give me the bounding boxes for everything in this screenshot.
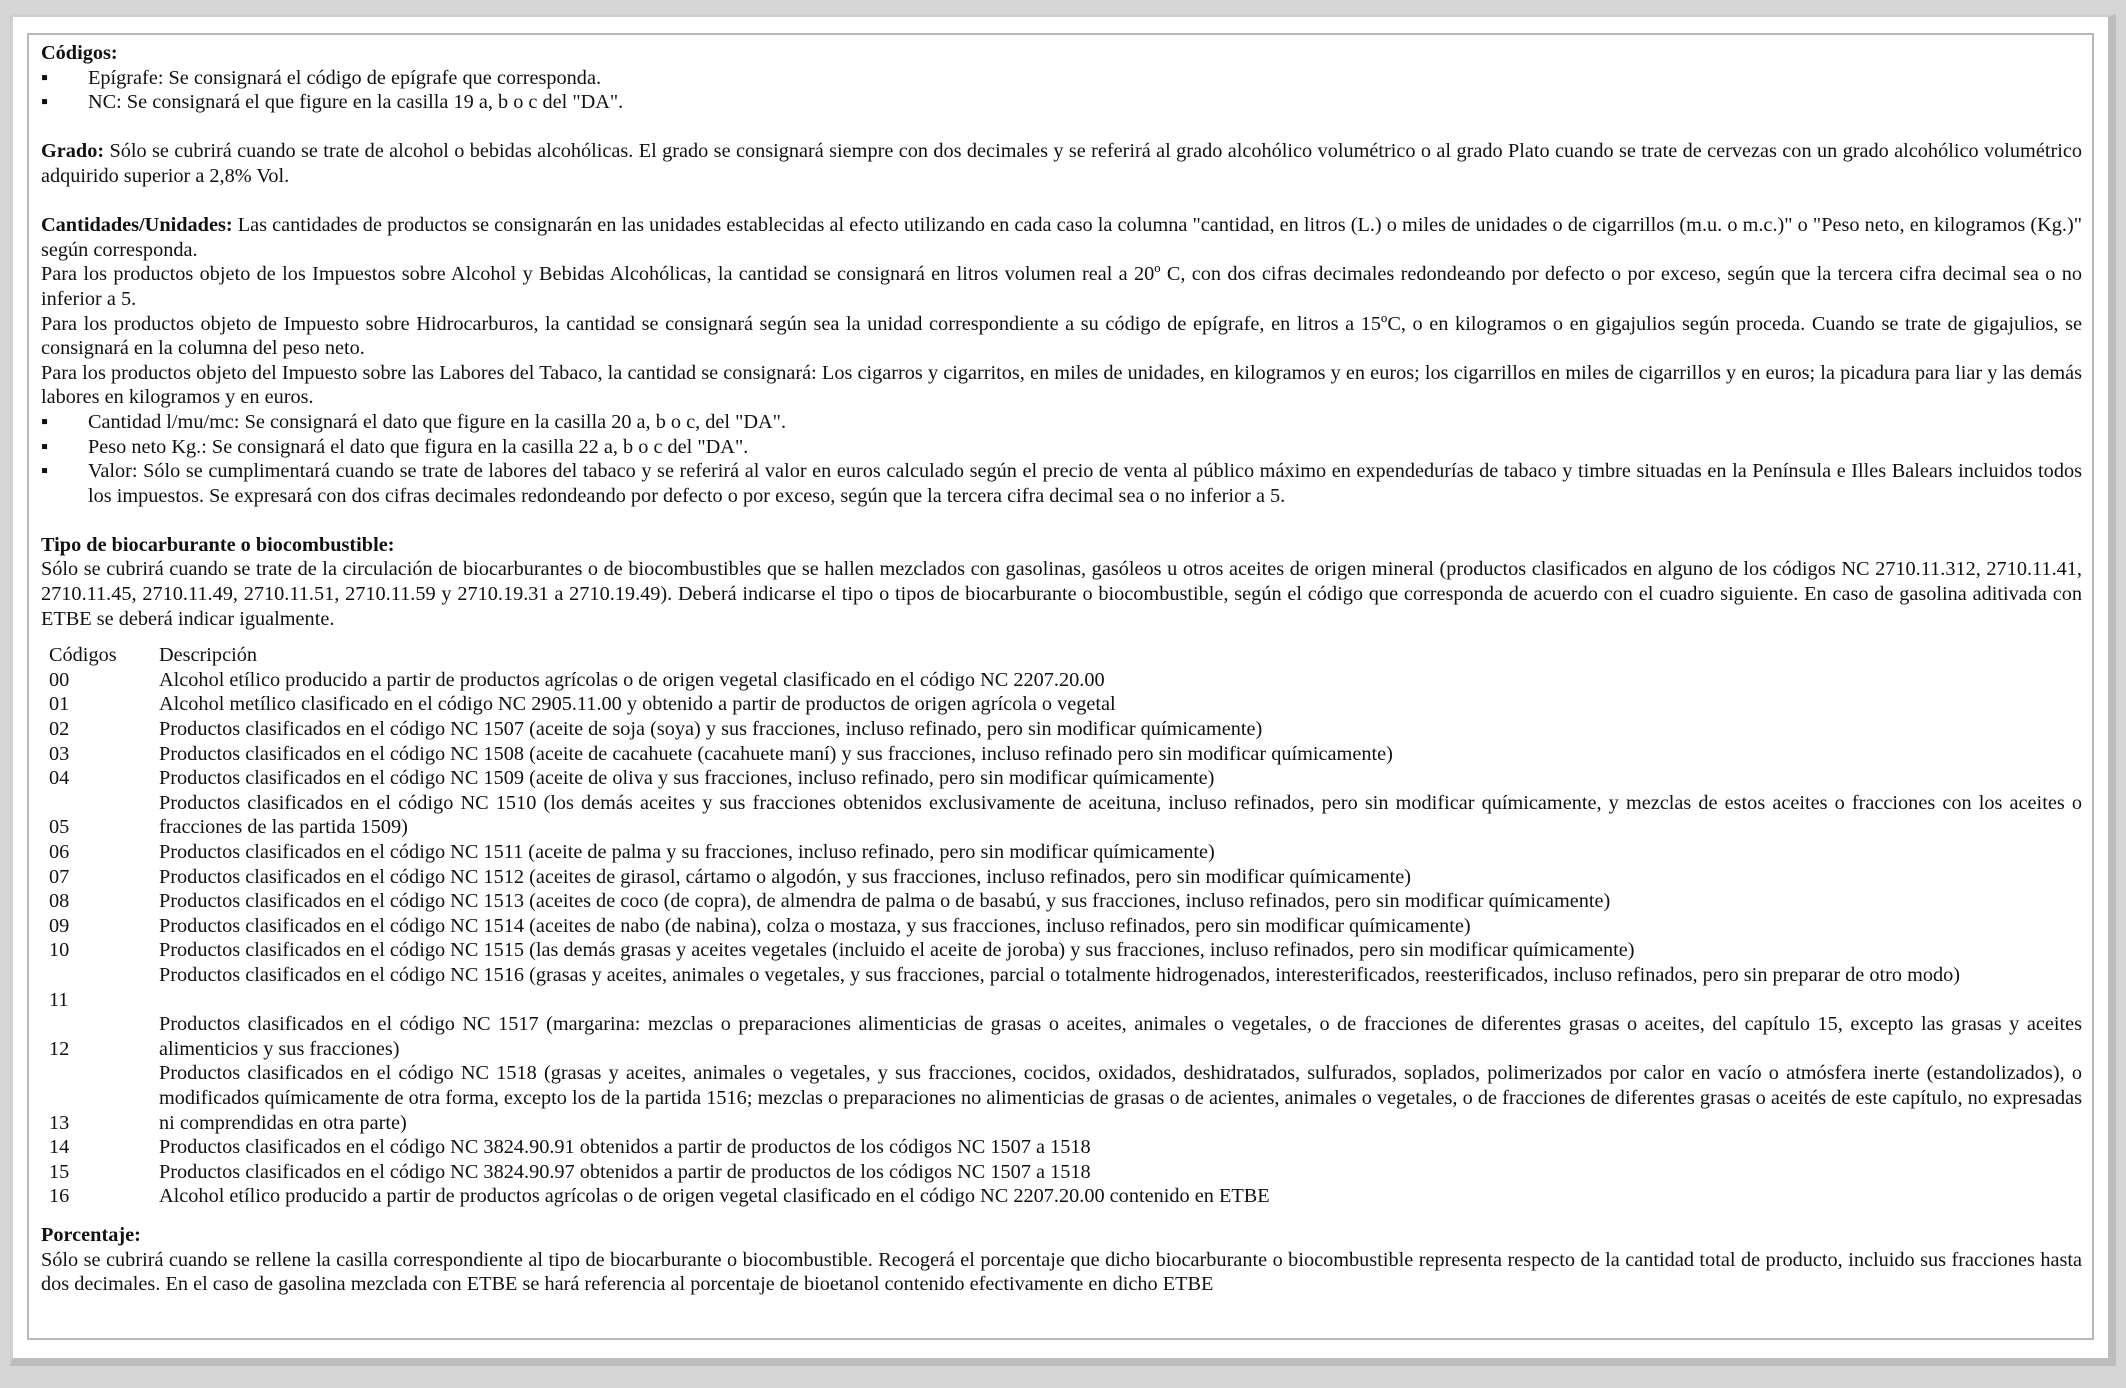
paragraph: Para los productos objeto del Impuesto sobre las Labores del Tabaco, la cantidad se consignará: Los cigarros y cigarritos, en miles de unidades, en kilogramos y en euros; los cigarrillos en miles de cigarrillos y en euros; la picadura para liar y las demás labores en kilogramos y en euros. (41, 361, 2082, 409)
row-code: 00 (49, 668, 70, 691)
row-code: 09 (49, 914, 70, 937)
section-heading: Cantidades/Unidades: (41, 214, 233, 237)
section-cantidades (41, 213, 2082, 508)
row-code: 08 (49, 890, 70, 913)
table-row (41, 914, 2082, 939)
row-description: Productos clasificados en el código NC 1507 (aceite de soja (soya) y sus fracciones, incluso refinado, pero sin modificar químicamente) (159, 718, 1263, 741)
section-text: Las cantidades de productos se consignarán en las unidades establecidas al efecto utilizando en cada caso la columna "cantidad, en litros (L.) o miles de unidades o de cigarrillos (m.u. o m.c.)" o "Peso neto, en kilogramos (Kg.)" según corresponda. (41, 214, 2082, 261)
row-description: Productos clasificados en el código NC 1515 (las demás grasas y aceites vegetales (incluido el aceite de joroba) y sus fracciones, incluso refinados, pero sin modificar químicamente) (159, 939, 1635, 962)
table-header-row (41, 643, 2082, 668)
row-description: Productos clasificados en el código NC 1509 (aceite de oliva y sus fracciones, incluso refinado, pero sin modificar químicamente) (159, 767, 1215, 790)
table-row (41, 865, 2082, 890)
section-heading: Tipo de biocarburante o biocombustible: (41, 533, 395, 556)
table-row (41, 938, 2082, 963)
paragraph: Para los productos objeto de los Impuestos sobre Alcohol y Bebidas Alcohólicas, la cantidad se consignará en litros volumen real a 20º C, con dos cifras decimales redondeando por defecto o por exceso, según que la tercera cifra decimal sea o no inferior a 5. (41, 263, 2082, 310)
row-code: 12 (49, 1037, 70, 1060)
row-description: Productos clasificados en el código NC 1514 (aceites de nabo (de nabina), colza o mostaza, y sus fracciones, incluso refinados, pero sin modificar químicamente) (159, 914, 1471, 937)
document-frame (10, 14, 2116, 1366)
bullet-text: Peso neto Kg.: Se consignará el dato que figura en la casilla 22 a, b o c del "DA". (88, 435, 749, 458)
table-row (41, 692, 2082, 717)
bullet-item (41, 435, 2082, 460)
row-description: Alcohol metílico clasificado en el código NC 2905.11.00 y obtenido a partir de productos de origen agrícola o vegetal (159, 693, 1116, 716)
section-heading: Porcentaje: (41, 1223, 141, 1246)
table-row (41, 1184, 2082, 1209)
table-row (41, 1012, 2082, 1061)
table-row (41, 963, 2082, 1012)
row-code: 02 (49, 718, 70, 741)
bullet-text: Epígrafe: Se consignará el código de epígrafe que corresponda. (88, 66, 602, 89)
bullet-text: Cantidad l/mu/mc: Se consignará el dato que figure en la casilla 20 a, b o c, del "DA". (88, 410, 787, 433)
bullet-item (41, 410, 2082, 435)
section-porcentaje (41, 1223, 2082, 1297)
table-row (41, 1061, 2082, 1135)
bullet-text: NC: Se consignará el que figure en la casilla 19 a, b o c del "DA". (88, 91, 624, 114)
row-description: Productos clasificados en el código NC 1513 (aceites de coco (de copra), de almendra de palma o de basabú, y sus fracciones, incluso refinados, pero sin modificar químicamente) (159, 890, 1611, 913)
row-description: Productos clasificados en el código NC 1510 (los demás aceites y sus fracciones obtenidos exclusivamente de aceituna, incluso refinados, pero sin modificar químicamente, y mezclas de estos aceites o fracciones con los aceites o fracciones de las partida 1509) (159, 791, 2082, 839)
bullet-item (41, 66, 2082, 91)
row-code: 04 (49, 767, 70, 790)
bullet-icon: ▪ (41, 66, 49, 89)
section-heading: Códigos: (41, 42, 118, 64)
document-border (27, 33, 2094, 1340)
row-code: 05 (49, 816, 70, 839)
section-heading: Grado: (41, 140, 105, 163)
table-row (41, 1135, 2082, 1160)
column-header-description: Descripción (159, 644, 257, 667)
table-row (41, 742, 2082, 767)
row-description: Productos clasificados en el código NC 1518 (grasas y aceites, animales o vegetales, y sus fracciones, cocidos, oxidados, deshidratados, sulfurados, soplados, polimerizados por calor en vacío o atmósfera inerte (estandolizados), o modificados químicamente de otra forma, excepto los de la partida 1516; mezclas o preparaciones no alimenticias de grasas o de acientes, animales o vegetales, o de fracciones de diferentes grasas o aceités de este capítulo, no expresadas ni comprendidas en otra parte) (159, 1062, 2082, 1134)
section-text: Sólo se cubrirá cuando se trate de alcohol o bebidas alcohólicas. El grado se consignará siempre con dos decimales y se referirá al grado alcohólico volumétrico o al grado Plato cuando se trate de cervezas con un grado alcohólico volumétrico adquirido superior a 2,8% Vol. (41, 140, 2082, 187)
row-code: 10 (49, 939, 70, 962)
bullet-text: Valor: Sólo se cumplimentará cuando se trate de labores del tabaco y se referirá al valor en euros calculado según el precio de venta al público máximo en expendedurías de tabaco y timbre situadas en la Península e Illes Balears incluidos todos los impuestos. Se expresará con dos cifras decimales redondeando por defecto o por exceso, según que la tercera cifra decimal sea o no inferior a 5. (88, 460, 2082, 507)
row-description: Alcohol etílico producido a partir de productos agrícolas o de origen vegetal clasificado en el código NC 2207.20.00 (159, 668, 1105, 691)
bullet-item (41, 459, 2082, 508)
bullet-item (41, 90, 2082, 115)
row-description: Alcohol etílico producido a partir de productos agrícolas o de origen vegetal clasificado en el código NC 2207.20.00 contenido en ETBE (159, 1185, 1270, 1208)
row-code: 13 (49, 1111, 70, 1134)
table-row (41, 791, 2082, 840)
row-code: 07 (49, 865, 70, 888)
table-row (41, 766, 2082, 791)
section-text: Sólo se cubrirá cuando se rellene la casilla correspondiente al tipo de biocarburante o biocombustible. Recogerá el porcentaje que dicho biocarburante o biocombustible representa respecto de la cantidad total de producto, incluido sus fracciones hasta dos decimales. En el caso de gasolina mezclada con ETBE se hará referencia al porcentaje de bioetanol contenido efectivamente en dicho ETBE (41, 1248, 2082, 1296)
row-code: 16 (49, 1185, 70, 1208)
table-row (41, 1160, 2082, 1185)
row-description: Productos clasificados en el código NC 1516 (grasas y aceites, animales o vegetales, y sus fracciones, parcial o totalmente hidrogenados, interesterificados, reesterificados, incluso refinados, pero sin preparar de otro modo) (159, 963, 1961, 986)
row-description: Productos clasificados en el código NC 3824.90.91 obtenidos a partir de productos de los códigos NC 1507 a 1518 (159, 1136, 1091, 1159)
codes-table-body (41, 668, 2082, 1209)
row-code: 01 (49, 693, 70, 716)
table-row (41, 717, 2082, 742)
bullet-icon: ▪ (41, 435, 49, 458)
table-row (41, 668, 2082, 693)
bullet-icon: ▪ (41, 91, 49, 114)
row-code: 14 (49, 1136, 70, 1159)
bullet-icon: ▪ (41, 410, 49, 433)
table-row (41, 840, 2082, 865)
table-row (41, 889, 2082, 914)
paragraph (41, 213, 2082, 262)
row-description: Productos clasificados en el código NC 1508 (aceite de cacahuete (cacahuete maní) y sus fracciones, incluso refinado pero sin modificar químicamente) (159, 742, 1393, 765)
row-description: Productos clasificados en el código NC 3824.90.97 obtenidos a partir de productos de los códigos NC 1507 a 1518 (159, 1160, 1091, 1183)
section-grado (41, 139, 2082, 188)
section-tipo (41, 533, 2082, 631)
row-code: 03 (49, 742, 70, 765)
paragraph: Para los productos objeto de Impuesto sobre Hidrocarburos, la cantidad se consignará según sea la unidad correspondiente a su código de epígrafe, en litros a 15ºC, o en kilogramos o en gigajulios según proceda. Cuando se trate de gigajulios, se consignará en la columna del peso neto. (41, 312, 2082, 360)
codes-table (41, 643, 2082, 1209)
row-description: Productos clasificados en el código NC 1512 (aceites de girasol, cártamo o algodón, y sus fracciones, incluso refinados, pero sin modificar químicamente) (159, 865, 1412, 888)
column-header-code: Códigos (49, 644, 117, 667)
row-code: 06 (49, 841, 70, 863)
bullet-icon: ▪ (41, 460, 49, 483)
row-description: Productos clasificados en el código NC 1517 (margarina: mezclas o preparaciones alimenticias de grasas o aceites, animales o vegetales, o de fracciones de diferentes grasas o aceites, del capítulo 15, excepto las grasas y aceites alimenticios y sus fracciones) (159, 1013, 2082, 1060)
document-content (41, 41, 2082, 1297)
row-description: Productos clasificados en el código NC 1511 (aceite de palma y su fracciones, incluso refinado, pero sin modificar químicamente) (159, 841, 1215, 863)
row-code: 11 (49, 988, 69, 1011)
row-code: 15 (49, 1160, 70, 1183)
section-codigos (41, 41, 2082, 115)
section-text: Sólo se cubrirá cuando se trate de la circulación de biocarburantes o de biocombustibles que se hallen mezclados con gasolinas, gasóleos u otros aceites de origen mineral (productos clasificados en alguno de los códigos NC 2710.11.312, 2710.11.41, 2710.11.45, 2710.11.49, 2710.11.51, 2710.11.59 y 2710.19.31 a 2710.19.49). Deberá indicarse el tipo o tipos de biocarburante o biocombustible, según el código que corresponda de acuerdo con el cuadro siguiente. En caso de gasolina aditivada con ETBE se deberá indicar igualmente. (41, 558, 2082, 630)
